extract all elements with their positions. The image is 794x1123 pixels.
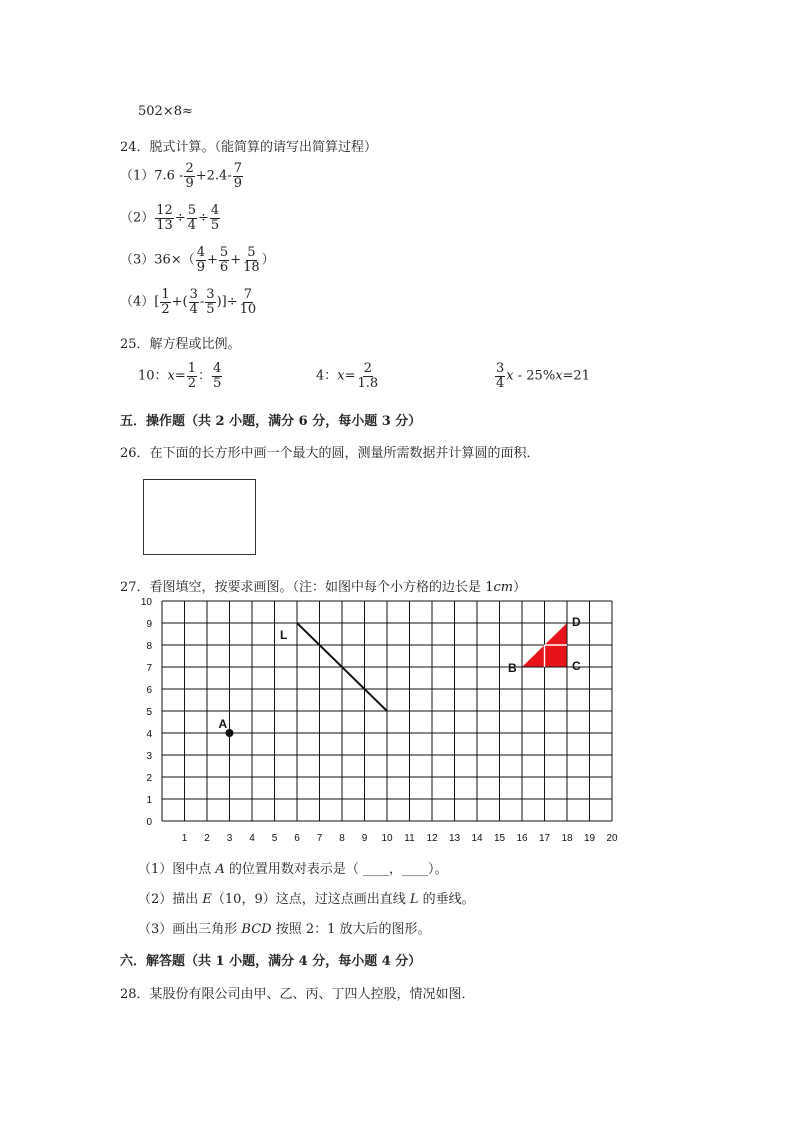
y-tick-label: 0 bbox=[146, 817, 152, 828]
y-tick-label: 10 bbox=[140, 597, 152, 608]
x-tick-label: 1 bbox=[181, 833, 188, 844]
x-tick-label: 16 bbox=[516, 833, 528, 844]
q24-part4 bbox=[120, 288, 258, 316]
q24-p4-label: （4）[ bbox=[120, 294, 160, 310]
fraction: $\frac{4}{5}$ bbox=[210, 203, 220, 233]
sub-text: （3）画出三角形 bbox=[138, 922, 242, 937]
y-tick-label: 6 bbox=[146, 685, 152, 696]
x-tick-label: 14 bbox=[471, 833, 483, 844]
operator: +( bbox=[171, 294, 188, 310]
eq-text: ： bbox=[198, 368, 212, 384]
x-tick-label: 19 bbox=[583, 833, 596, 844]
q27-unit: 1 bbox=[485, 580, 494, 595]
q24-p3-label: （3）36×（ bbox=[120, 252, 195, 268]
x-tick-label: 9 bbox=[361, 833, 368, 844]
variable: x bbox=[167, 368, 175, 384]
y-tick-label: 8 bbox=[146, 641, 152, 652]
fraction: $\frac{5}{18}$ bbox=[243, 245, 260, 275]
section6-heading: 六．解答题（共 1 小题，满分 4 分，每小题 4 分） bbox=[120, 954, 422, 969]
x-tick-label: 5 bbox=[271, 833, 278, 844]
eq-text: = bbox=[174, 368, 186, 384]
y-tick-label: 1 bbox=[146, 795, 152, 806]
q24-title: 24．脱式计算。（能简算的请写出简算过程） bbox=[120, 140, 378, 155]
q27-title bbox=[120, 576, 526, 595]
q25-eq3 bbox=[494, 362, 590, 390]
eq-text: =21 bbox=[562, 368, 590, 384]
variable: x bbox=[337, 368, 345, 384]
fraction: $\frac{5}{6}$ bbox=[219, 245, 229, 275]
variable: x bbox=[506, 368, 514, 384]
q28-text: 28．某股份有限公司由甲、乙、丙、丁四人控股，情况如图． bbox=[120, 987, 475, 1002]
y-tick-label: 2 bbox=[146, 773, 152, 784]
x-tick-label: 6 bbox=[294, 833, 300, 844]
paren: ） bbox=[261, 252, 275, 268]
q27-unit: cm bbox=[493, 580, 514, 595]
x-tick-label: 13 bbox=[448, 833, 461, 844]
q27-title-text: ） bbox=[513, 580, 527, 595]
fraction: $\frac{3}{4}$ bbox=[496, 361, 505, 391]
q24-part2 bbox=[120, 204, 221, 232]
q24-part3 bbox=[120, 246, 275, 274]
x-tick-label: 12 bbox=[426, 833, 438, 844]
eq-text: 4： bbox=[316, 368, 338, 384]
fraction: $\frac{2}{1.8}$ bbox=[357, 361, 379, 391]
eq-text: = bbox=[344, 368, 356, 384]
operator: + bbox=[207, 252, 218, 268]
fraction: $\frac{1}{2}$ bbox=[187, 361, 197, 391]
sub-text: （10，9）这点，过这点画出直线 bbox=[211, 892, 410, 907]
q27-title-text: 27．看图填空，按要求画图。（注：如图中每个小方格的边长是 bbox=[120, 580, 486, 595]
q26-rectangle bbox=[143, 479, 256, 555]
x-tick-label: 17 bbox=[538, 833, 551, 844]
q24-part1 bbox=[120, 162, 244, 190]
point-a-label: A bbox=[218, 717, 228, 731]
variable: E bbox=[202, 892, 212, 907]
fraction: $\frac{4}{5}$ bbox=[213, 361, 222, 391]
operator: ÷ bbox=[174, 210, 186, 226]
y-tick-label: 4 bbox=[146, 729, 152, 740]
fraction: $\frac{12}{13}$ bbox=[156, 203, 173, 233]
q27-sub3 bbox=[138, 918, 431, 937]
fraction: $\frac{5}{4}$ bbox=[187, 203, 197, 233]
q24-p2-label: （2） bbox=[120, 210, 155, 226]
x-tick-label: 10 bbox=[381, 833, 393, 844]
fraction: $\frac{3}{4}$ bbox=[189, 287, 198, 317]
q24-p1-mid: +2.4- bbox=[195, 168, 232, 184]
sub-text: 的垂线。 bbox=[418, 892, 475, 907]
variable: x bbox=[555, 368, 563, 384]
x-tick-label: 4 bbox=[249, 833, 255, 844]
q25-eq1 bbox=[138, 362, 223, 390]
q27-sub2 bbox=[138, 888, 475, 907]
line-l-label: L bbox=[280, 628, 288, 642]
eq-text: 10： bbox=[138, 368, 168, 384]
fraction: $\frac{2}{9}$ bbox=[185, 161, 194, 191]
x-tick-label: 15 bbox=[493, 833, 506, 844]
variable: L bbox=[409, 892, 419, 907]
x-tick-label: 2 bbox=[204, 833, 210, 844]
operator: - bbox=[199, 294, 205, 310]
q27-sub1 bbox=[138, 858, 448, 877]
vertex-d-label: D bbox=[572, 615, 581, 629]
y-tick-label: 5 bbox=[146, 707, 152, 718]
q25-title: 25．解方程或比例。 bbox=[120, 337, 241, 352]
sub-text: 按照 2：1 放大后的图形。 bbox=[271, 922, 431, 937]
section5-heading: 五．操作题（共 2 小题，满分 6 分，每小题 3 分） bbox=[120, 414, 422, 429]
sub-text: （1）图中点 bbox=[138, 862, 216, 877]
fraction: $\frac{7}{9}$ bbox=[233, 161, 243, 191]
vertex-c-label: C bbox=[572, 659, 581, 673]
x-tick-label: 8 bbox=[339, 833, 345, 844]
fraction: $\frac{3}{5}$ bbox=[206, 287, 215, 317]
eq-text: - 25% bbox=[513, 368, 556, 384]
y-tick-label: 9 bbox=[146, 619, 152, 630]
operator: + bbox=[230, 252, 242, 268]
x-tick-label: 7 bbox=[316, 833, 323, 844]
fraction: $\frac{7}{10}$ bbox=[239, 287, 257, 317]
operator: )]÷ bbox=[216, 294, 238, 310]
operator: ÷ bbox=[198, 210, 209, 226]
x-tick-label: 11 bbox=[404, 833, 415, 844]
estimate-line: 502×8≈ bbox=[138, 104, 193, 119]
x-tick-label: 18 bbox=[561, 833, 573, 844]
fraction: $\frac{4}{9}$ bbox=[196, 245, 205, 275]
coordinate-grid bbox=[138, 597, 638, 845]
y-tick-label: 3 bbox=[146, 751, 152, 762]
q25-eq2 bbox=[316, 362, 380, 390]
variable: A bbox=[215, 862, 225, 877]
q26-text: 26．在下面的长方形中画一个最大的圆，测量所需数据并计算圆的面积． bbox=[120, 446, 540, 461]
variable: BCD bbox=[241, 922, 272, 937]
x-tick-label: 3 bbox=[226, 833, 233, 844]
q24-p1-label: （1）7.6 - bbox=[120, 168, 184, 184]
sub-text: 的位置用数对表示是（ ____，____）。 bbox=[224, 862, 448, 877]
fraction: $\frac{1}{2}$ bbox=[161, 287, 170, 317]
x-tick-label: 20 bbox=[606, 833, 618, 844]
y-tick-label: 7 bbox=[146, 663, 152, 674]
vertex-b-label: B bbox=[508, 661, 517, 675]
sub-text: （2）描出 bbox=[138, 892, 203, 907]
